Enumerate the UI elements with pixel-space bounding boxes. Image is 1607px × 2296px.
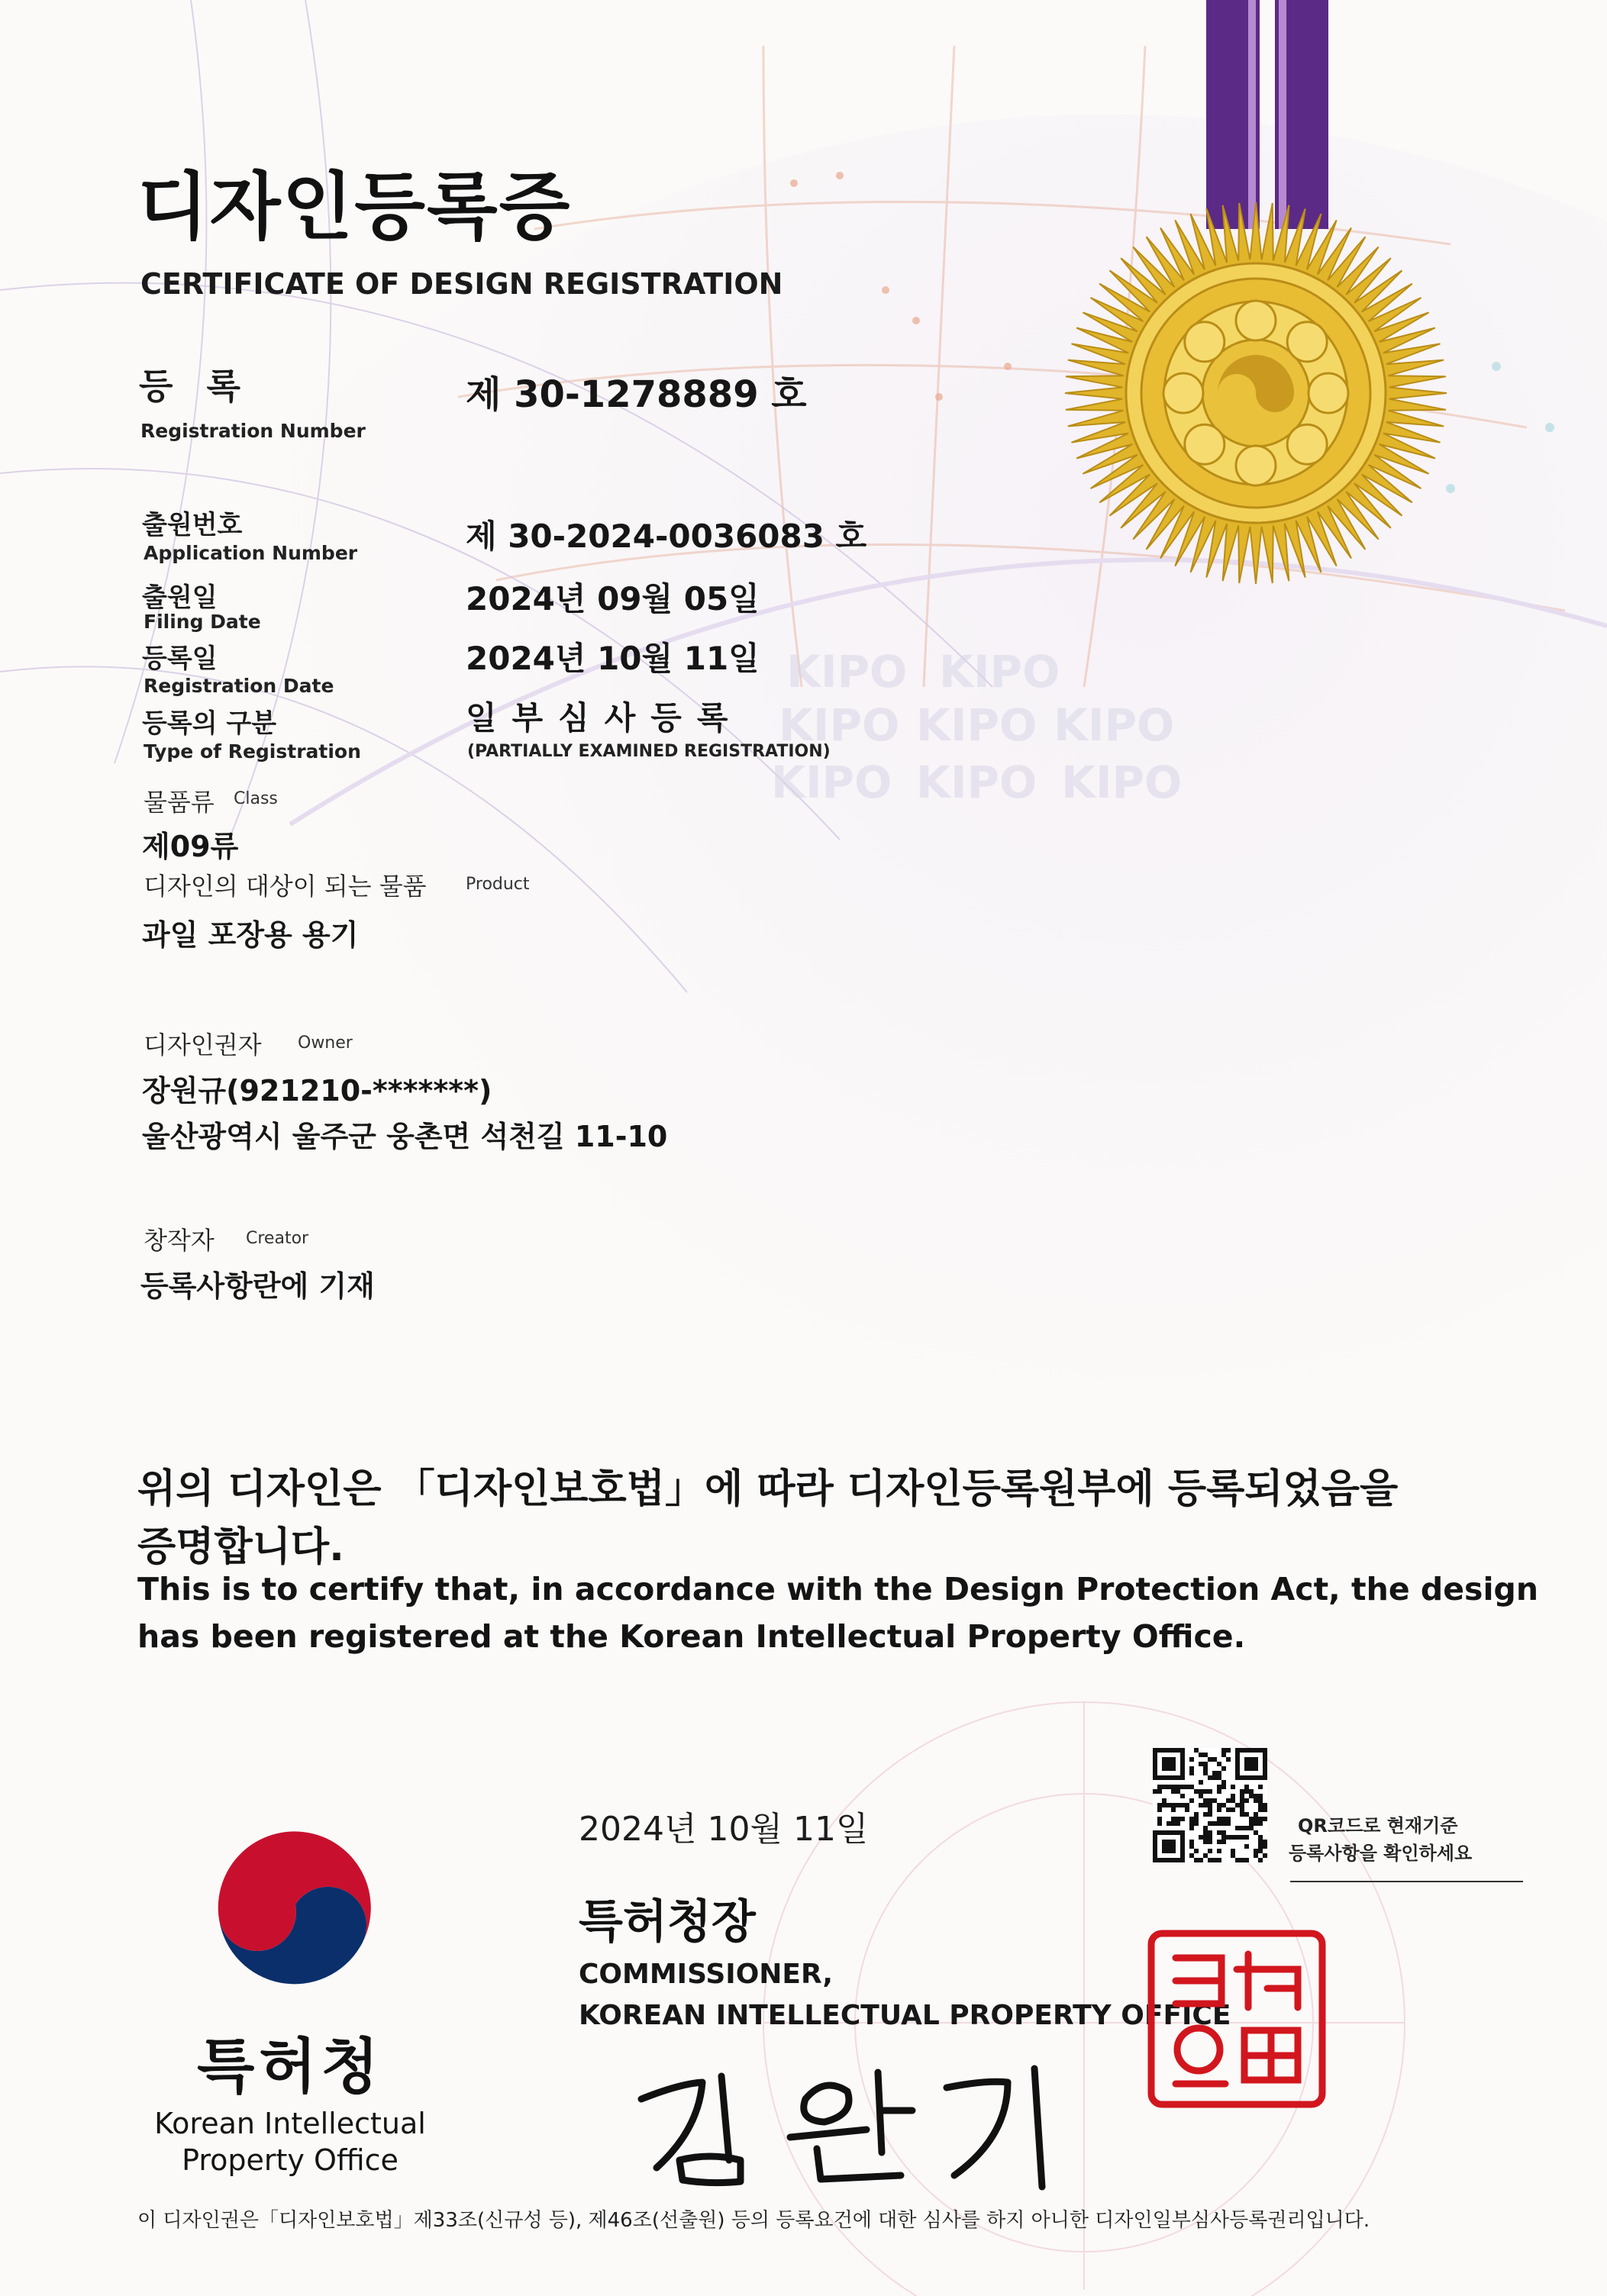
handwritten-signature [626,2046,1054,2191]
application-label: 출원번호 [142,510,243,540]
kipo-name-ko: 특허청 [196,2033,384,2101]
class-value: 제09류 [142,830,239,863]
registration-date: 2024년 10월 11일 [466,640,760,677]
product-label: 디자인의 대상이 되는 물품 [144,872,427,901]
product-label-en: Product [466,875,530,894]
kipo-name-en-1: Korean Intellectual [154,2107,426,2140]
creator-label: 창작자 [144,1226,215,1255]
watermark-text: KIPO [1061,756,1183,808]
qr-note-line1: QR코드로 현재기준 [1298,1815,1458,1836]
footnote: 이 디자인권은「디자인보호법」제33조(신규성 등), 제46조(선출원) 등의 등록요건에 대한 심사를 하지 아니한 디자인일부심사등록권리입니다. [137,2209,1370,2232]
registration-date-label: 등록일 [142,643,218,674]
commissioner-title: 특허청장 [579,1895,756,1949]
commissioner-title-en: COMMISSIONER, [579,1959,834,1990]
creator-value: 등록사항란에 기재 [140,1269,375,1303]
application-label-en: Application Number [144,542,358,564]
certificate-title: 디자인등록증 [137,164,572,250]
watermark-text: KIPO [939,646,1060,698]
watermark-text: KIPO [786,646,908,698]
watermark-text: KIPO [1054,699,1175,751]
owner-label: 디자인권자 [144,1030,262,1059]
watermark-text: KIPO [771,756,892,808]
registration-type: 일부심사등록 [466,699,744,737]
registration-type-label-en: Type of Registration [144,740,361,763]
gold-medal-seal [1061,176,1450,611]
qr-code[interactable] [1153,1748,1267,1862]
certification-text-ko: 위의 디자인은 「디자인보호법」에 따라 디자인등록원부에 등록되었음을 [137,1466,1399,1512]
filing-date: 2024년 09월 05일 [466,580,760,618]
owner-label-en: Owner [298,1034,353,1053]
kipo-name-en-2: Property Office [182,2143,399,2177]
certification-text-ko-2: 증명합니다. [137,1524,344,1570]
application-number: 제 30-2024-0036083 호 [466,518,867,555]
registration-type-en: (PARTIALLY EXAMINED REGISTRATION) [467,742,831,761]
commissioner-office-en: KOREAN INTELLECTUAL PROPERTY OFFICE [579,2000,1231,2031]
class-label: 물품류 [144,788,215,817]
registration-type-label: 등록의 구분 [142,708,277,739]
registration-label-en: Registration Number [140,420,366,442]
certificate-title-en: CERTIFICATE OF DESIGN REGISTRATION [140,267,783,301]
product-value: 과일 포장용 용기 [142,918,359,952]
owner-address: 울산광역시 울주군 웅촌면 석천길 11-10 [142,1120,668,1153]
issue-date: 2024년 10월 11일 [579,1810,869,1849]
watermark-text: KIPO [779,699,900,751]
certification-text-en: This is to certify that, in accordance with the Design Protection Act, the design [137,1571,1539,1608]
kipo-emblem-icon [200,1809,391,2000]
official-seal-stamp [1145,1927,1328,2111]
creator-label-en: Creator [246,1229,309,1248]
class-label-en: Class [234,789,278,808]
filing-date-label: 출원일 [142,582,218,613]
certification-text-en-2: has been registered at the Korean Intellectual Property Office. [137,1618,1246,1655]
registration-date-label-en: Registration Date [144,675,334,697]
qr-note-line2: 등록사항을 확인하세요 [1289,1843,1473,1864]
owner-name: 장원규(921210-*******) [142,1074,492,1108]
watermark-text: KIPO [916,756,1037,808]
registration-label: 등 록 [139,366,251,407]
watermark-text: KIPO [916,699,1037,751]
registration-number: 제 30-1278889 호 [466,373,807,416]
filing-date-label-en: Filing Date [144,611,261,633]
divider [1290,1881,1523,1882]
